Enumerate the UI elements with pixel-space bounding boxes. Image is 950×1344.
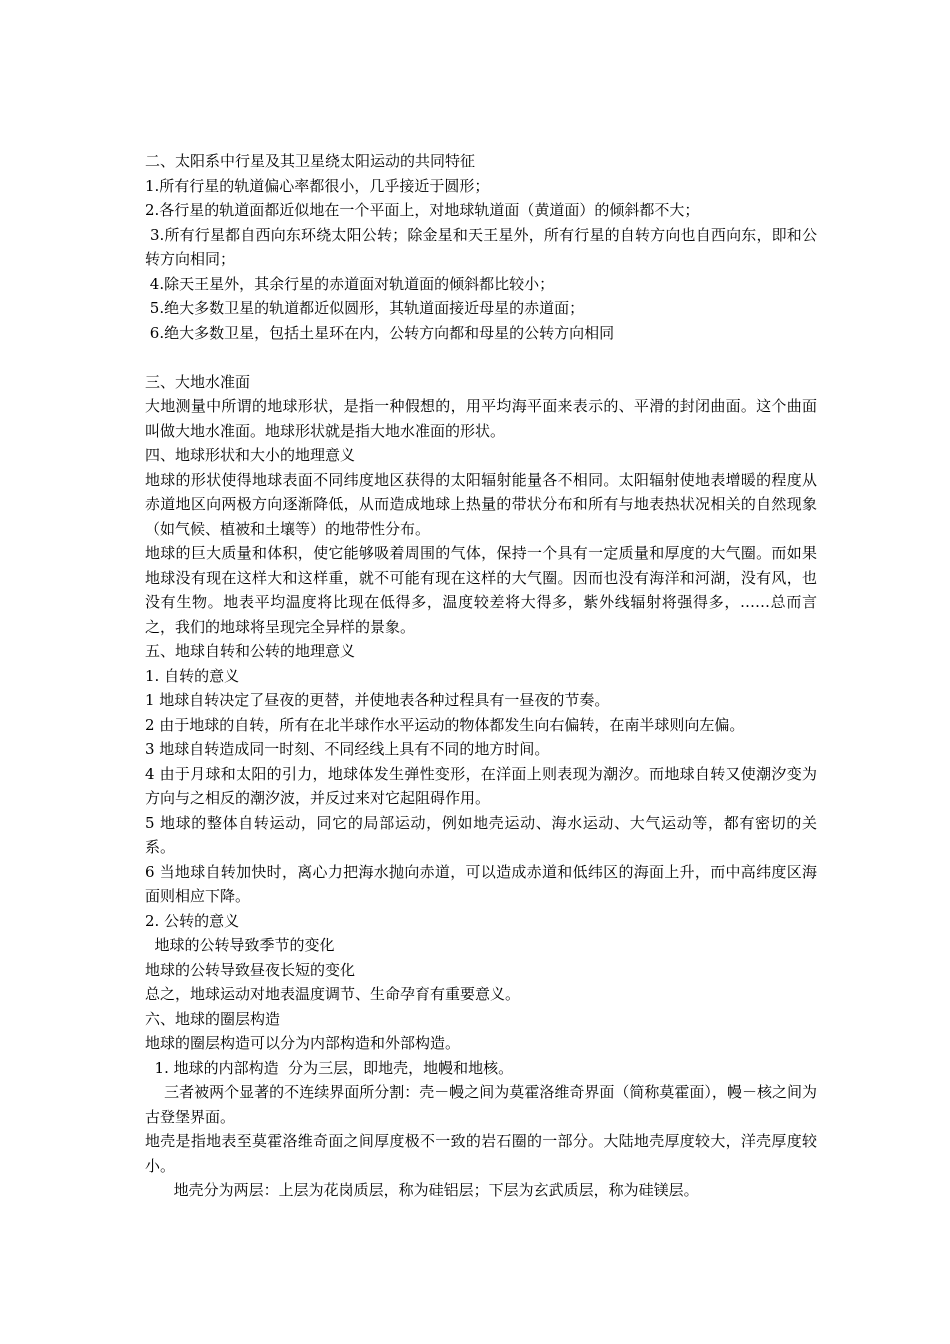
paragraph: 6.绝大多数卫星，包括土星环在内，公转方向都和母星的公转方向相同 (145, 323, 615, 342)
paragraph: 地壳分为两层：上层为花岗质层，称为硅铝层；下层为玄武质层，称为硅镁层。 (145, 1181, 699, 1199)
blank-line (145, 345, 817, 370)
paragraph: 四、地球形状和大小的地理意义 (145, 446, 356, 464)
paragraph: 4 由于月球和太阳的引力，地球体发生弹性变形，在洋面上则表现为潮汐。而地球自转又使潮汐变为方向与之相反的潮汐波，并反过来对它起阻碍作用。 (145, 764, 817, 807)
paragraph: 5 地球的整体自转运动，同它的局部运动，例如地壳运动、海水运动、大气运动等，都有密切的关系。 (145, 813, 817, 856)
paragraph: 三者被两个显著的不连续界面所分割：壳－幔之间为莫霍洛维奇界面（简称莫霍面），幔－核之间为古登堡界面。 (145, 1083, 817, 1126)
paragraph: 总之，地球运动对地表温度调节、生命孕育有重要意义。 (145, 985, 521, 1003)
paragraph: 4.除天王星外，其余行星的赤道面对轨道面的倾斜都比较小； (145, 274, 555, 293)
paragraph: 3.所有行星都自西向东环绕太阳公转；除金星和天王星外，所有行星的自转方向也自西向东，即和公转方向相同； (145, 225, 817, 268)
paragraph: 地球的公转导致昼夜长短的变化 (145, 960, 356, 979)
paragraph: 地球的巨大质量和体积，使它能够吸着周围的气体，保持一个具有一定质量和厚度的大气圈。而如果地球没有现在这样大和这样重，就不可能有现在这样的大气圈。因而也没有海洋和河湖，没有风，也没有生物。地表平均温度将比现在低得多，温度较差将大得多，紫外线辐射将强得多，……总而言之，我们的地球将呈现完全异样的景象。 (145, 544, 817, 636)
paragraph: 6 当地球自转加快时，离心力把海水抛向赤道，可以造成赤道和低纬区的海面上升，而中高纬度区海面则相应下降。 (145, 862, 817, 905)
paragraph: 六、地球的圈层构造 (145, 1009, 281, 1028)
paragraph: 2.各行星的轨道面都近似地在一个平面上，对地球轨道面（黄道面）的倾斜都不大； (145, 201, 700, 219)
document-page (145, 149, 817, 1203)
paragraph: 地球的形状使得地球表面不同纬度地区获得的太阳辐射能量各不相同。太阳辐射使地表增暖的程度从赤道地区向两极方向逐渐降低，从而造成地球上热量的带状分布和所有与地表热状况相关的自然现象（如气候、植被和土壤等）的地带性分布。 (145, 470, 817, 538)
paragraph: 大地测量中所谓的地球形状，是指一种假想的，用平均海平面来表示的、平滑的封闭曲面。这个曲面叫做大地水准面。地球形状就是指大地水准面的形状。 (145, 397, 817, 440)
paragraph: 2. 公转的意义 (145, 911, 240, 930)
paragraph: 1 地球自转决定了昼夜的更替，并使地表各种过程具有一昼夜的节奏。 (145, 691, 610, 709)
paragraph: 1.所有行星的轨道偏心率都很小，几乎接近于圆形； (145, 176, 490, 195)
paragraph: 1. 自转的意义 (145, 666, 240, 685)
paragraph: 地球的公转导致季节的变化 (145, 936, 335, 954)
paragraph: 地壳是指地表至莫霍洛维奇面之间厚度极不一致的岩石圈的一部分。大陆地壳厚度较大，洋壳厚度较小。 (145, 1132, 817, 1175)
paragraph: 地球的圈层构造可以分为内部构造和外部构造。 (145, 1034, 461, 1052)
paragraph: 五、地球自转和公转的地理意义 (145, 642, 356, 660)
paragraph: 5.绝大多数卫星的轨道都近似圆形，其轨道面接近母星的赤道面； (145, 299, 585, 317)
paragraph: 二、太阳系中行星及其卫星绕太阳运动的共同特征 (145, 152, 476, 170)
paragraph: 3 地球自转造成同一时刻、不同经线上具有不同的地方时间。 (145, 740, 550, 758)
paragraph: 1. 地球的内部构造 分为三层，即地壳，地幔和地核。 (145, 1058, 514, 1077)
paragraph: 2 由于地球的自转，所有在北半球作水平运动的物体都发生向右偏转，在南半球则向左偏。 (145, 715, 745, 734)
paragraph: 三、大地水准面 (145, 372, 251, 391)
